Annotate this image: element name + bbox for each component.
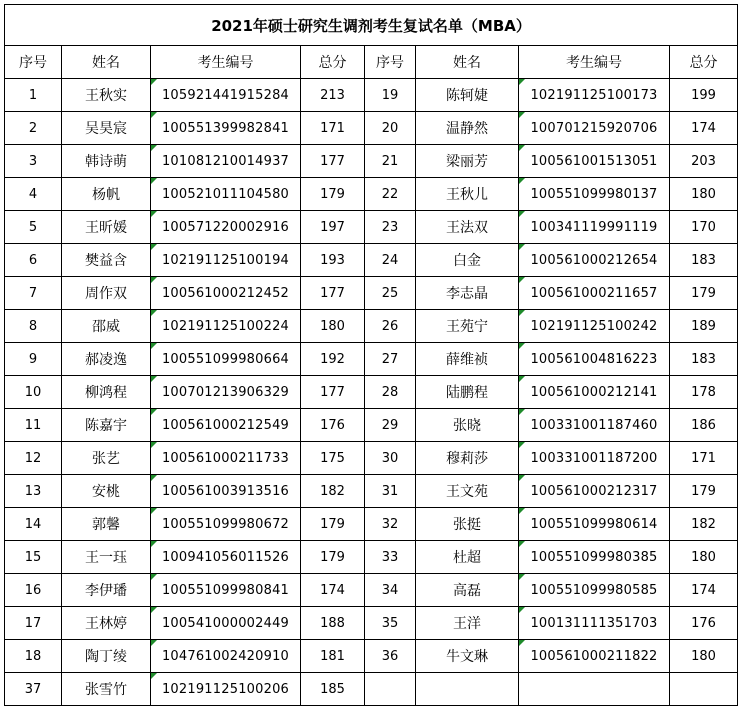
cell-exam-id: 100561001513051 — [519, 145, 670, 178]
cell-seq: 25 — [365, 277, 416, 310]
cell-empty — [365, 673, 416, 706]
cell-score: 183 — [670, 343, 738, 376]
cell-empty — [416, 673, 519, 706]
header-seq: 序号 — [5, 46, 62, 79]
cell-name: 穆莉莎 — [416, 442, 519, 475]
cell-name: 高磊 — [416, 574, 519, 607]
cell-exam-id: 100561000212141 — [519, 376, 670, 409]
table-row — [5, 442, 738, 475]
cell-name: 邵威 — [62, 310, 151, 343]
cell-exam-id: 100331001187200 — [519, 442, 670, 475]
title-row — [5, 5, 738, 46]
cell-exam-id: 100551099980841 — [151, 574, 301, 607]
table-row — [5, 112, 738, 145]
table-row — [5, 673, 738, 706]
cell-score: 188 — [301, 607, 365, 640]
cell-exam-id: 102191125100173 — [519, 79, 670, 112]
cell-name: 王昕媛 — [62, 211, 151, 244]
cell-score: 186 — [670, 409, 738, 442]
cell-exam-id: 100551099980664 — [151, 343, 301, 376]
cell-seq: 22 — [365, 178, 416, 211]
cell-seq: 32 — [365, 508, 416, 541]
header-score: 总分 — [301, 46, 365, 79]
cell-exam-id: 102191125100206 — [151, 673, 301, 706]
cell-exam-id: 100561000212654 — [519, 244, 670, 277]
cell-exam-id: 100541000002449 — [151, 607, 301, 640]
cell-seq: 8 — [5, 310, 62, 343]
cell-exam-id: 100131111351703 — [519, 607, 670, 640]
cell-name: 周作双 — [62, 277, 151, 310]
cell-name: 张雪竹 — [62, 673, 151, 706]
cell-exam-id: 100551099980137 — [519, 178, 670, 211]
cell-name: 张晓 — [416, 409, 519, 442]
table-row — [5, 79, 738, 112]
table-row — [5, 640, 738, 673]
table-body — [5, 79, 738, 706]
cell-score: 179 — [301, 508, 365, 541]
cell-name: 郭馨 — [62, 508, 151, 541]
cell-name: 白金 — [416, 244, 519, 277]
cell-score: 192 — [301, 343, 365, 376]
cell-seq: 17 — [5, 607, 62, 640]
cell-seq: 18 — [5, 640, 62, 673]
cell-seq: 27 — [365, 343, 416, 376]
cell-score: 174 — [670, 574, 738, 607]
cell-exam-id: 100551399982841 — [151, 112, 301, 145]
cell-exam-id: 100551099980672 — [151, 508, 301, 541]
header-name: 姓名 — [416, 46, 519, 79]
cell-exam-id: 100941056011526 — [151, 541, 301, 574]
cell-name: 樊益含 — [62, 244, 151, 277]
cell-seq: 34 — [365, 574, 416, 607]
cell-score: 181 — [301, 640, 365, 673]
cell-exam-id: 100701215920706 — [519, 112, 670, 145]
cell-score: 213 — [301, 79, 365, 112]
cell-exam-id: 100561000211733 — [151, 442, 301, 475]
header-row — [5, 46, 738, 79]
cell-name: 王洋 — [416, 607, 519, 640]
table-row — [5, 310, 738, 343]
spreadsheet-area — [4, 4, 737, 709]
cell-seq: 1 — [5, 79, 62, 112]
cell-exam-id: 100701213906329 — [151, 376, 301, 409]
table-row — [5, 211, 738, 244]
table-row — [5, 409, 738, 442]
cell-score: 179 — [670, 277, 738, 310]
cell-exam-id: 102191125100242 — [519, 310, 670, 343]
cell-exam-id: 100561000211657 — [519, 277, 670, 310]
cell-name: 吴昊宸 — [62, 112, 151, 145]
cell-name: 梁丽芳 — [416, 145, 519, 178]
cell-seq: 29 — [365, 409, 416, 442]
cell-score: 189 — [670, 310, 738, 343]
cell-name: 王文苑 — [416, 475, 519, 508]
cell-seq: 31 — [365, 475, 416, 508]
cell-seq: 35 — [365, 607, 416, 640]
cell-exam-id: 100561000212317 — [519, 475, 670, 508]
table-row — [5, 541, 738, 574]
cell-seq: 9 — [5, 343, 62, 376]
cell-score: 174 — [670, 112, 738, 145]
cell-seq: 6 — [5, 244, 62, 277]
cell-exam-id: 100551099980385 — [519, 541, 670, 574]
cell-score: 179 — [670, 475, 738, 508]
table-row — [5, 508, 738, 541]
cell-name: 张艺 — [62, 442, 151, 475]
cell-seq: 2 — [5, 112, 62, 145]
cell-score: 175 — [301, 442, 365, 475]
cell-seq: 11 — [5, 409, 62, 442]
table-row — [5, 178, 738, 211]
cell-score: 180 — [670, 541, 738, 574]
cell-score: 176 — [670, 607, 738, 640]
cell-name: 王一珏 — [62, 541, 151, 574]
cell-seq: 16 — [5, 574, 62, 607]
cell-name: 安桃 — [62, 475, 151, 508]
cell-exam-id: 102191125100224 — [151, 310, 301, 343]
header-name: 姓名 — [62, 46, 151, 79]
header-exam-id: 考生编号 — [519, 46, 670, 79]
cell-name: 张挺 — [416, 508, 519, 541]
table-row — [5, 343, 738, 376]
cell-score: 183 — [670, 244, 738, 277]
candidate-table — [4, 4, 738, 706]
cell-exam-id: 100331001187460 — [519, 409, 670, 442]
cell-seq: 14 — [5, 508, 62, 541]
cell-exam-id: 104761002420910 — [151, 640, 301, 673]
cell-exam-id: 100561004816223 — [519, 343, 670, 376]
table-row — [5, 376, 738, 409]
cell-exam-id: 105921441915284 — [151, 79, 301, 112]
cell-seq: 3 — [5, 145, 62, 178]
cell-exam-id: 100561000212549 — [151, 409, 301, 442]
cell-seq: 33 — [365, 541, 416, 574]
cell-score: 176 — [301, 409, 365, 442]
cell-seq: 37 — [5, 673, 62, 706]
cell-score: 193 — [301, 244, 365, 277]
cell-name: 牛文琳 — [416, 640, 519, 673]
cell-exam-id: 100341119991119 — [519, 211, 670, 244]
cell-name: 陶丁绫 — [62, 640, 151, 673]
cell-name: 柳鸿程 — [62, 376, 151, 409]
cell-name: 王秋实 — [62, 79, 151, 112]
cell-seq: 26 — [365, 310, 416, 343]
cell-score: 171 — [301, 112, 365, 145]
cell-score: 180 — [670, 640, 738, 673]
cell-name: 王苑宁 — [416, 310, 519, 343]
header-score: 总分 — [670, 46, 738, 79]
cell-score: 179 — [301, 541, 365, 574]
cell-score: 199 — [670, 79, 738, 112]
header-exam-id: 考生编号 — [151, 46, 301, 79]
cell-exam-id: 101081210014937 — [151, 145, 301, 178]
cell-exam-id: 100561000211822 — [519, 640, 670, 673]
cell-name: 王林婷 — [62, 607, 151, 640]
table-row — [5, 607, 738, 640]
cell-seq: 15 — [5, 541, 62, 574]
cell-score: 178 — [670, 376, 738, 409]
cell-exam-id: 100571220002916 — [151, 211, 301, 244]
cell-seq: 30 — [365, 442, 416, 475]
table-row — [5, 277, 738, 310]
cell-exam-id: 100551099980585 — [519, 574, 670, 607]
cell-score: 180 — [670, 178, 738, 211]
cell-empty — [670, 673, 738, 706]
cell-seq: 23 — [365, 211, 416, 244]
cell-seq: 12 — [5, 442, 62, 475]
cell-score: 179 — [301, 178, 365, 211]
cell-exam-id: 100551099980614 — [519, 508, 670, 541]
cell-name: 王秋儿 — [416, 178, 519, 211]
cell-score: 177 — [301, 376, 365, 409]
cell-name: 薛维祯 — [416, 343, 519, 376]
cell-seq: 13 — [5, 475, 62, 508]
cell-name: 杜超 — [416, 541, 519, 574]
cell-seq: 4 — [5, 178, 62, 211]
cell-score: 171 — [670, 442, 738, 475]
cell-name: 陆鹏程 — [416, 376, 519, 409]
table-row — [5, 475, 738, 508]
cell-score: 185 — [301, 673, 365, 706]
cell-seq: 28 — [365, 376, 416, 409]
cell-seq: 10 — [5, 376, 62, 409]
cell-name: 温静然 — [416, 112, 519, 145]
table-row — [5, 574, 738, 607]
table-row — [5, 244, 738, 277]
cell-score: 174 — [301, 574, 365, 607]
table-row — [5, 145, 738, 178]
cell-exam-id: 100561000212452 — [151, 277, 301, 310]
cell-seq: 20 — [365, 112, 416, 145]
cell-score: 177 — [301, 145, 365, 178]
cell-name: 王法双 — [416, 211, 519, 244]
cell-name: 杨帆 — [62, 178, 151, 211]
cell-name: 陈轲婕 — [416, 79, 519, 112]
cell-seq: 36 — [365, 640, 416, 673]
cell-name: 李伊璠 — [62, 574, 151, 607]
cell-seq: 19 — [365, 79, 416, 112]
cell-score: 182 — [670, 508, 738, 541]
cell-name: 李志晶 — [416, 277, 519, 310]
cell-seq: 21 — [365, 145, 416, 178]
header-seq: 序号 — [365, 46, 416, 79]
cell-empty — [519, 673, 670, 706]
cell-score: 197 — [301, 211, 365, 244]
cell-seq: 5 — [5, 211, 62, 244]
cell-name: 郝凌逸 — [62, 343, 151, 376]
cell-score: 203 — [670, 145, 738, 178]
cell-name: 陈嘉宇 — [62, 409, 151, 442]
cell-seq: 24 — [365, 244, 416, 277]
cell-exam-id: 100561003913516 — [151, 475, 301, 508]
cell-name: 韩诗萌 — [62, 145, 151, 178]
cell-exam-id: 102191125100194 — [151, 244, 301, 277]
cell-score: 182 — [301, 475, 365, 508]
cell-score: 180 — [301, 310, 365, 343]
table-title: 2021年硕士研究生调剂考生复试名单（MBA） — [5, 5, 738, 46]
cell-score: 177 — [301, 277, 365, 310]
cell-score: 170 — [670, 211, 738, 244]
cell-exam-id: 100521011104580 — [151, 178, 301, 211]
cell-seq: 7 — [5, 277, 62, 310]
